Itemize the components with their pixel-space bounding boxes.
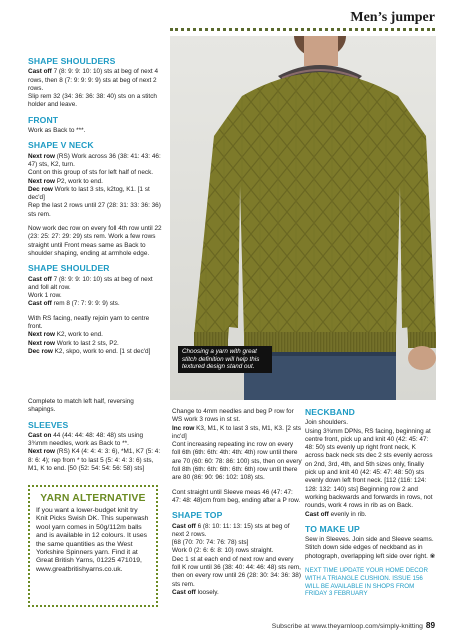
text: Using 3¾mm DPNs, RS facing, beginning at centre front, pick up and knit 40 (42: 45: 47: 48: 50) sts evenly up right front neck, K across back neck sts dec 2 sts evenly across on 2nd, 3rd, 4th, and 5th sizes only, finally pick up and knit 40 (42: 45: 47: 48: 50) sts evenly down left front neck. [112 (116: 124: 128: 132: 140) sts] Beginning row 2 and working backwards and forwards in rows, not rounds, work 4 rows in rib as on Back.	[305, 427, 433, 510]
heading-shape-shoulder: SHAPE SHOULDER	[28, 263, 110, 274]
page-footer	[272, 621, 435, 630]
text: P2, work to end.	[55, 177, 103, 185]
text: Work 1 row.	[28, 292, 62, 300]
bold-term: Cast on	[28, 431, 52, 439]
paragraph	[28, 276, 162, 309]
text: rem 8 (7: 7: 9: 9: 9) sts.	[51, 300, 120, 308]
paragraph	[28, 68, 162, 109]
bold-term: Cast off	[28, 275, 52, 283]
text: Dec 1 st at each end of next row and every foll K row until 36 (38: 40: 44: 46: 48) sts rem, then on every row until 26 (28: 30: 34: 36: 38) sts rem.	[172, 555, 301, 588]
paragraph	[172, 408, 302, 483]
heading-front: FRONT	[28, 114, 59, 125]
column-middle	[172, 408, 302, 603]
column-left-lower	[28, 398, 162, 479]
bold-term: Dec row	[28, 185, 53, 193]
paragraph	[305, 419, 436, 519]
bold-term: Inc row	[172, 424, 195, 432]
text: 7 (8: 9: 9: 10: 10) sts at beg of next 4 rows, then 8 (7: 9: 9: 9: 9) sts at beg of next 2 rows.	[28, 68, 159, 92]
text: 6 (8: 10: 11: 13: 15) sts at beg of next 2 rows.	[172, 522, 290, 538]
text: loosely.	[195, 588, 219, 596]
text: K2, work to end.	[55, 331, 103, 339]
text: Cont increasing repeating inc row on every foll 6th (6th: 6th: 4th: 4th: 4th) row until there are 70 (60: 60: 78: 86: 100) sts, then on every foll 8th (6th: 6th: 6th: 6th: 6th) row until there are 80 (86: 90: 96: 102: 108) sts.	[172, 441, 302, 482]
text: Slip rem 32 (34: 36: 36: 38: 40) sts on a stitch holder and leave.	[28, 93, 157, 109]
text: evenly in rib.	[328, 510, 367, 518]
yarn-alternative-box	[28, 485, 158, 607]
bold-term: Next row	[28, 177, 55, 185]
yarn-box-title: YARN ALTERNATIVE	[40, 493, 146, 504]
text: Work to last 2 sts, P2.	[55, 339, 119, 347]
header-divider	[170, 28, 435, 31]
text: Join shoulders.	[305, 419, 348, 427]
next-issue-teaser: NEXT TIME UPDATE YOUR HOME DECOR WITH A TRIANGLE CUSHION. ISSUE 156 WILL BE AVAILABLE IN SHOPS FROM FRIDAY 3 FEBRUARY	[305, 567, 428, 598]
text: Work to last 3 sts, k2tog, K1. [1 st dec'd]	[28, 185, 150, 202]
text: [68 (70: 70: 74: 76: 78) sts]	[172, 539, 249, 547]
text: Rep the last 2 rows until 27 (28: 31: 33: 36: 36) sts rem.	[28, 202, 161, 218]
paragraph	[28, 315, 162, 356]
text: Work 0 (2: 6: 6: 8: 10) rows straight.	[172, 547, 274, 555]
paragraph	[28, 432, 162, 473]
bold-term: Next row	[28, 448, 55, 456]
heading-sleeves: SLEEVES	[28, 419, 69, 430]
bold-term: Cast off	[305, 510, 329, 518]
text: K2, skpo, work to end. [1 st dec'd]	[52, 347, 151, 355]
text: K3, M1, K to last 3 sts, M1, K3. [2 sts inc'd]	[172, 424, 301, 440]
heading-to-make-up: TO MAKE UP	[305, 523, 360, 534]
bold-term: Next row	[28, 339, 55, 347]
bold-term: Cast off	[172, 522, 196, 530]
heading-shape-top: SHAPE TOP	[172, 510, 223, 521]
text: 7 (8: 9: 9: 10: 10) sts at beg of next and foll alt row.	[28, 275, 153, 291]
paragraph	[28, 153, 162, 219]
bold-term: Next row	[28, 331, 55, 339]
bold-term: Next row	[28, 152, 55, 160]
column-right	[305, 408, 436, 604]
bold-term: Cast off	[28, 300, 52, 308]
text: (RS) Work across 36 (38: 41: 43: 46: 47) sts, K2, turn.	[28, 152, 161, 168]
photo-caption: Choosing a yarn with great stitch definition will help this textured design stand out.	[178, 346, 272, 373]
paragraph: Cont straight until Sleeve meas 46 (47: 47: 47: 48: 48)cm from beg, ending after a P row.	[172, 488, 301, 504]
column-left	[28, 57, 162, 362]
paragraph: Work as Back to ***.	[28, 127, 86, 135]
text: With RS facing, neatly rejoin yarn to centre front.	[28, 314, 150, 331]
section-title: Men’s jumper	[350, 10, 435, 25]
text: 44 (44: 44: 48: 48: 48) sts using 3¾mm needles, work as Back to **.	[28, 431, 144, 448]
bold-term: Cast off	[172, 588, 196, 596]
heading-shape-v-neck: SHAPE V NECK	[28, 140, 94, 151]
paragraph: Now work dec row on every foll 4th row until 22 (23: 25: 27: 29: 29) sts rem. Work a few rows straight until Front meas same as Back to shoulder shaping, ending at armhole edge.	[28, 225, 162, 257]
heading-shape-shoulders: SHAPE SHOULDERS	[28, 56, 116, 66]
subscribe-link[interactable]: Subscribe at www.theyarnloop.com/simply-knitting	[271, 623, 423, 630]
bold-term: Dec row	[28, 347, 53, 355]
page-number: 89	[425, 621, 435, 630]
paragraph: Sew in Sleeves. Join side and Sleeve seams. Stitch down side edges of neckband as in photograph, overlapping left side over right. ❀	[305, 536, 436, 560]
text: Change to 4mm needles and beg P row for WS work 3 rows in st st.	[172, 408, 294, 424]
yarn-box-text: If you want a lower-budget knit try Knit Picks Swish DK. This superwash wool yarn comes in 50g/112m balls and is available in 12 colours. It uses the same quantities as the West Yorkshire Spinners yarn. Find it at Great British Yarns, 01225 471019, www.greatbritishyarns.co.uk.	[36, 507, 149, 573]
paragraph: Complete to match left half, reversing shapings.	[28, 398, 134, 414]
text: (RS) K4 (4: 4: 4: 3: 6), *M1, K7 (5: 4: 8: 6: 4); rep from * to last 5 (5: 4: 4: 3: 6) sts, M1, K to end. [50 (52: 54: 54: 56: 58) sts]	[28, 448, 161, 473]
bold-term: Cast off	[28, 68, 52, 76]
text: Cont on this group of sts for left half of neck.	[28, 169, 154, 177]
paragraph	[172, 523, 302, 598]
heading-neckband: NECKBAND	[305, 407, 355, 417]
